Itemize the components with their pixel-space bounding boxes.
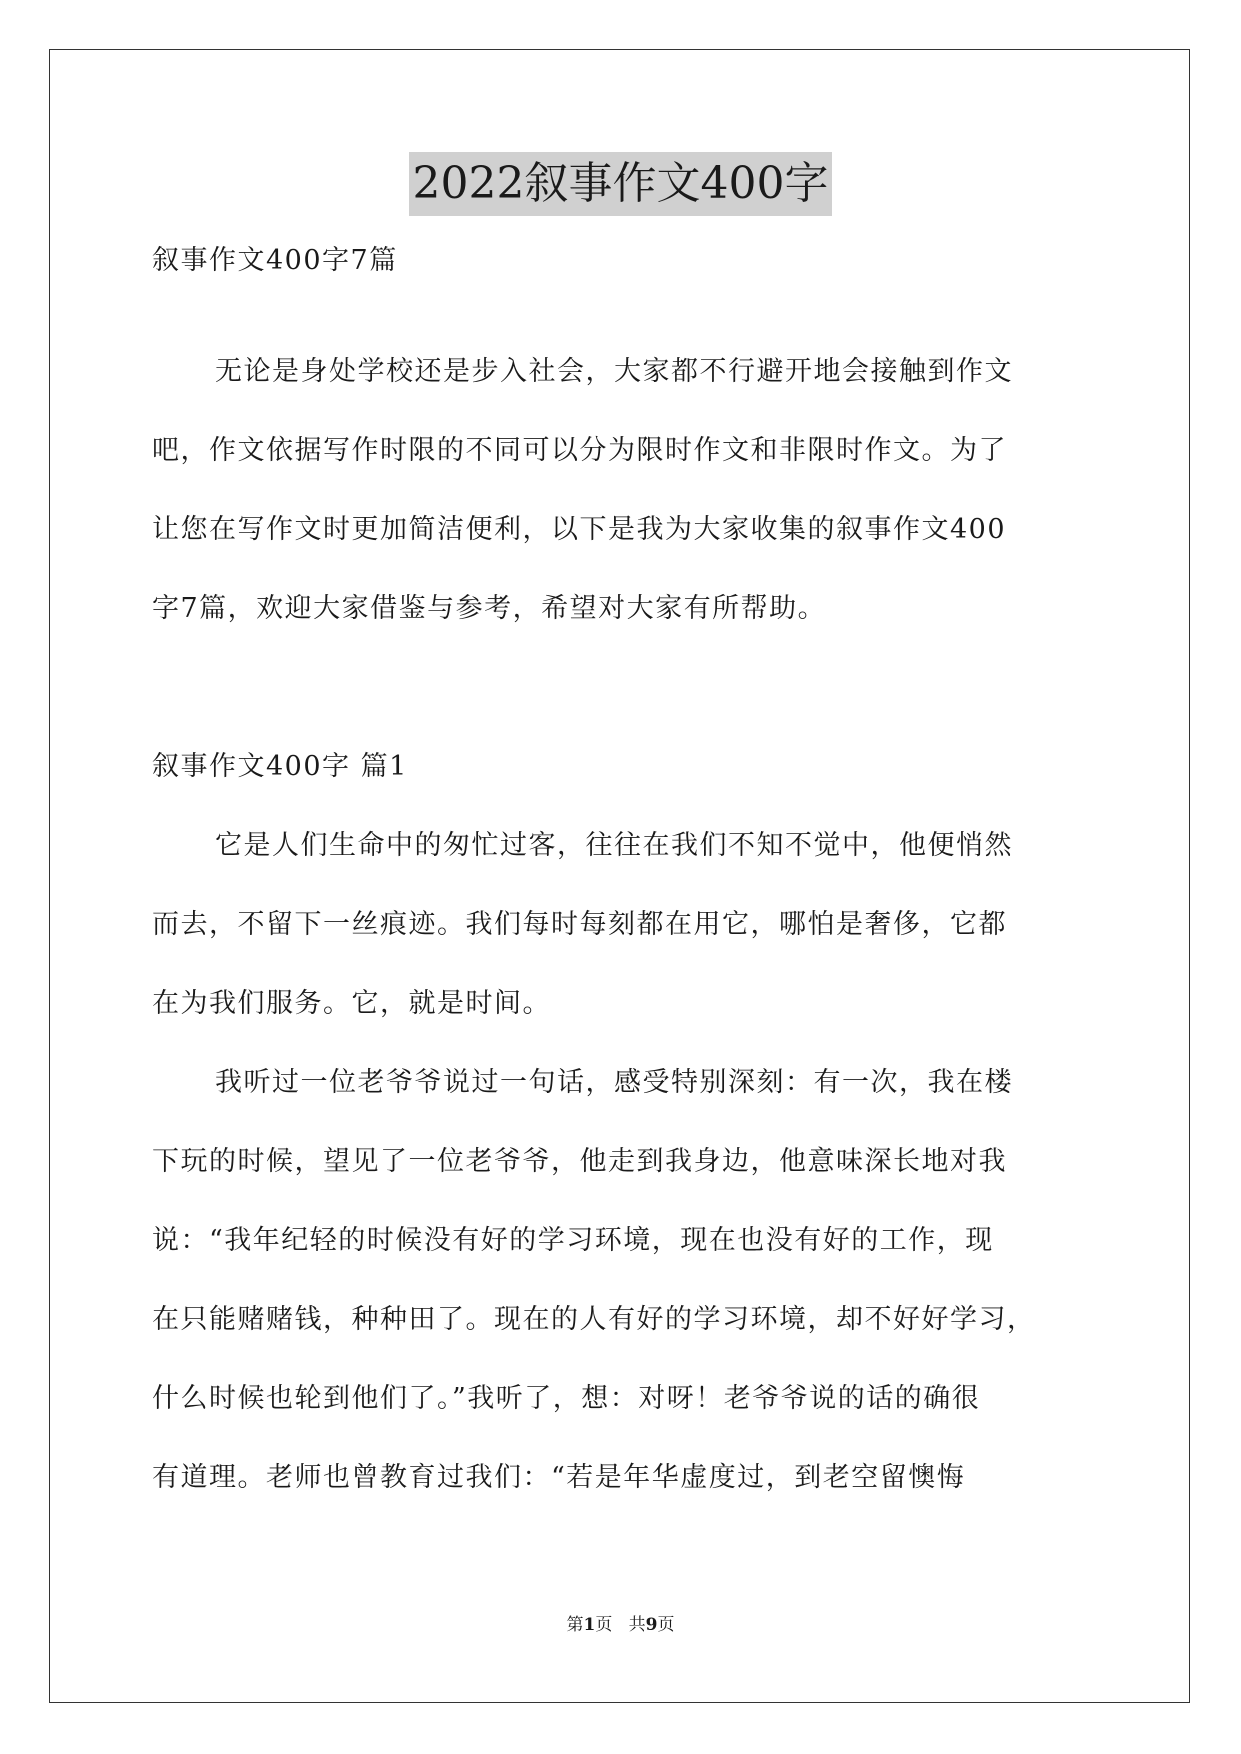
footer-prefix: 第 (566, 1615, 584, 1635)
paragraph-line: 有道理。老师也曾教育过我们：“若是年华虚度过，到老空留懊悔 (152, 1462, 966, 1493)
paragraph-line: 在为我们服务。它，就是时间。 (152, 988, 551, 1019)
intro-line: 无论是身处学校还是步入社会，大家都不行避开地会接触到作文 (215, 356, 1013, 387)
paragraph-line: 什么时候也轮到他们了。”我听了，想：对呀！老爷爷说的话的确很 (152, 1383, 981, 1414)
footer-suffix: 页 (657, 1615, 675, 1635)
paragraph-line: 在只能赌赌钱，种种田了。现在的人有好的学习环境，却不好好学习， (152, 1304, 1036, 1335)
paragraph-line: 下玩的时候，望见了一位老爷爷，他走到我身边，他意味深长地对我 (152, 1146, 1007, 1177)
paragraph-line: 而去，不留下一丝痕迹。我们每时每刻都在用它，哪怕是奢侈，它都 (152, 909, 1007, 940)
page-border (49, 49, 1190, 1703)
paragraph-line: 它是人们生命中的匆忙过客，往往在我们不知不觉中，他便悄然 (215, 830, 1013, 861)
total-pages-number: 9 (645, 1615, 658, 1635)
intro-line: 吧，作文依据写作时限的不同可以分为限时作文和非限时作文。为了 (152, 435, 1007, 466)
section-heading: 叙事作文400字 篇1 (152, 751, 408, 782)
footer-middle: 页 共 (595, 1615, 646, 1635)
current-page-number: 1 (583, 1615, 596, 1635)
page-footer (0, 1613, 1241, 1637)
title-container (0, 152, 1241, 216)
paragraph-line: 说：“我年纪轻的时候没有好的学习环境，现在也没有好的工作，现 (152, 1225, 994, 1256)
paragraph-line: 我听过一位老爷爷说过一句话，感受特别深刻：有一次，我在楼 (215, 1067, 1013, 1098)
document-title: 2022叙事作文400字 (409, 152, 833, 216)
intro-line: 字7篇，欢迎大家借鉴与参考，希望对大家有所帮助。 (152, 593, 827, 624)
intro-line: 让您在写作文时更加简洁便利，以下是我为大家收集的叙事作文400 (152, 514, 1007, 545)
document-subtitle: 叙事作文400字7篇 (152, 245, 398, 276)
